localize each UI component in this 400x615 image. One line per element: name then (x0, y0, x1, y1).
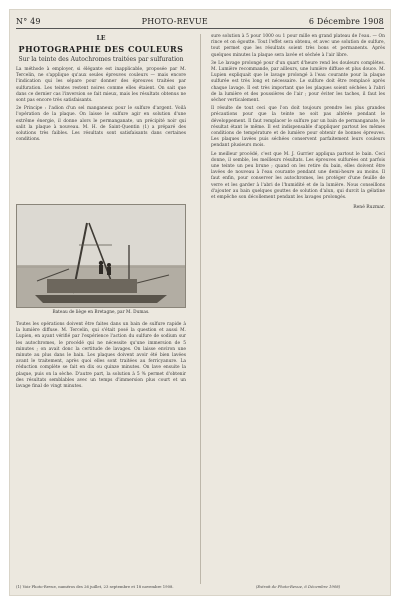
article-title-le: LE (96, 35, 106, 42)
left-paragraph-1: La méthode à employer, si élégante est inapplicable, proposée par M. Tercelin, ne s'applique qu'aux seules épreuves couleurs — mais encore l'indication qui les sépare pour donner des épreuves traitées par sulfuration. Les teintes restent noires comme elles étaient. On sait que dans ce dernier cas l'inversion se fait mieux, mais les résultats obtenus ne sont pas encore très satisfaisants. (16, 67, 186, 104)
article-figure (16, 204, 186, 320)
header-rule (16, 28, 384, 29)
left-column-bottom (16, 322, 186, 390)
issue-date: 6 Décembre 1908 (308, 16, 384, 26)
right-column (211, 34, 385, 215)
journal-title: PHOTO-REVUE (141, 16, 208, 26)
right-paragraph-1: sure solution à 5 pour 1000 ou 1 pour mille en grand plateau de l'eau. — On rince et on égoutte. Tout l'effet sera obtenu, et avec une solution de sulfure, tout permet que les résultats soient très bons et permanents. Après quelques minutes la plaque sera lavée et séchée à l'air libre. (211, 34, 385, 58)
issue-number: N° 49 (16, 16, 41, 26)
left-paragraph-2: 2e Principe : l'adion d'un sel manganeux pour le sulfure d'argent. Voilà l'opération de la plaque. On laisse le sulfure agir en solution d'une extrême énergie, il donne alors le permanganate, un précipité noir qui salit la plaque à nouveau. M. H. de Saint-Quentin (1) a préparé des solutions très faibles. Les résultats sont satisfaisants dans certaines conditions. (16, 106, 186, 143)
figure-caption: Bateau de liège en Bretagne, par M. Dumas. (52, 310, 150, 315)
right-paragraph-4: Le meilleur procédé, c'est que M. J. Gurrier appliqua partout le bain. Ceci donne, il semble, les meilleurs résultats. Les épreuves sulfurées ont parfois une teinte un peu brune ; quand on les retire du bain, elles doivent être lavées de nouveau à l'eau courante pendant une demi-heure au moins. Il faut enfin, pour conserver les autochromes, les protéger d'une feuille de verre et les garder à l'abri de l'humidité et de la lumière. Nous conseillons d'ajouter au bain quelques gouttes de solution d'alun, qui durcit la gélatine et empêche son décollement pendant les lavages prolongés. (211, 151, 385, 201)
right-paragraph-2: 3e Le lavage prolongé pour d'un quart d'heure rend les douleurs complètes. M. Lumière recommande, par ailleurs, une lumière diffuse et plus douce. M. Lupien expliquait que le lavage prolongé à l'eau courante pour la plaque sulfurée est très long et nécessaire. Le sulfure doit être remplacé après chaque lavage. Il est très important que les plaques soient séchées à l'abri de la lumière et des poussières de l'air ; pour éviter les taches, il faut les sécher verticalement. (211, 60, 385, 104)
page-header (16, 15, 384, 27)
column-rule (200, 34, 201, 584)
photo-illustration (17, 205, 185, 307)
left-column (16, 34, 186, 143)
footnote-right: (Extrait de Photo-Revue, 6 Décembre 1908) (255, 584, 341, 589)
footnote-left: (1) Voir Photo-Revue, numéros des 26 juillet, 23 septembre et 18 novembre 1908. (16, 584, 174, 589)
left-paragraph-3: Toutes les opérations doivent être faites dans un bain de sulfure rapide à la lumière diffuse. M. Tercelin, qui s'était posé la question et aussi M. Lupien, en ayant vérifié par l'expérience l'action du sulfure de sodium sur les autochromes, le procédé qui ne nécessite qu'une immersion de 5 minutes ; on avait donc la certitude de lavages. On laisse environ une minute au plus dans le bain. Les plaques doivent avoir été bien lavées avant le traitement, après quoi elles sont traitées au ferricyanure. La réduction complète se fait en dix ou quinze minutes. On lave ensuite la plaque, puis on la sèche. D'autre part, la solution à 5 % permet d'obtenir des résultats semblables avec un temps d'immersion plus court et un lavage final de vingt minutes. (16, 322, 186, 390)
figure-photo (16, 204, 186, 308)
right-paragraph-3: Il résulte de tout ceci que l'on doit toujours prendre les plus grandes précautions pour que la teinte ne soit pas altérée pendant le développement. Il faut remplacer le sulfure par un bain de permanganate, le résultat étant le même. Il est indispensable d'appliquer partout les mêmes conditions de température et de lumière pour obtenir de bonnes épreuves. Les plaques lavées puis séchées conservent parfaitement leurs couleurs pendant plusieurs mois. (211, 106, 385, 149)
article-subtitle: Sur la teinte des Autochromes traitées par sulfuration (18, 56, 184, 63)
article-title: PHOTOGRAPHIE DES COULEURS (18, 44, 184, 54)
journal-page (10, 10, 390, 595)
author-signature: René Ruzmar. (353, 205, 385, 211)
